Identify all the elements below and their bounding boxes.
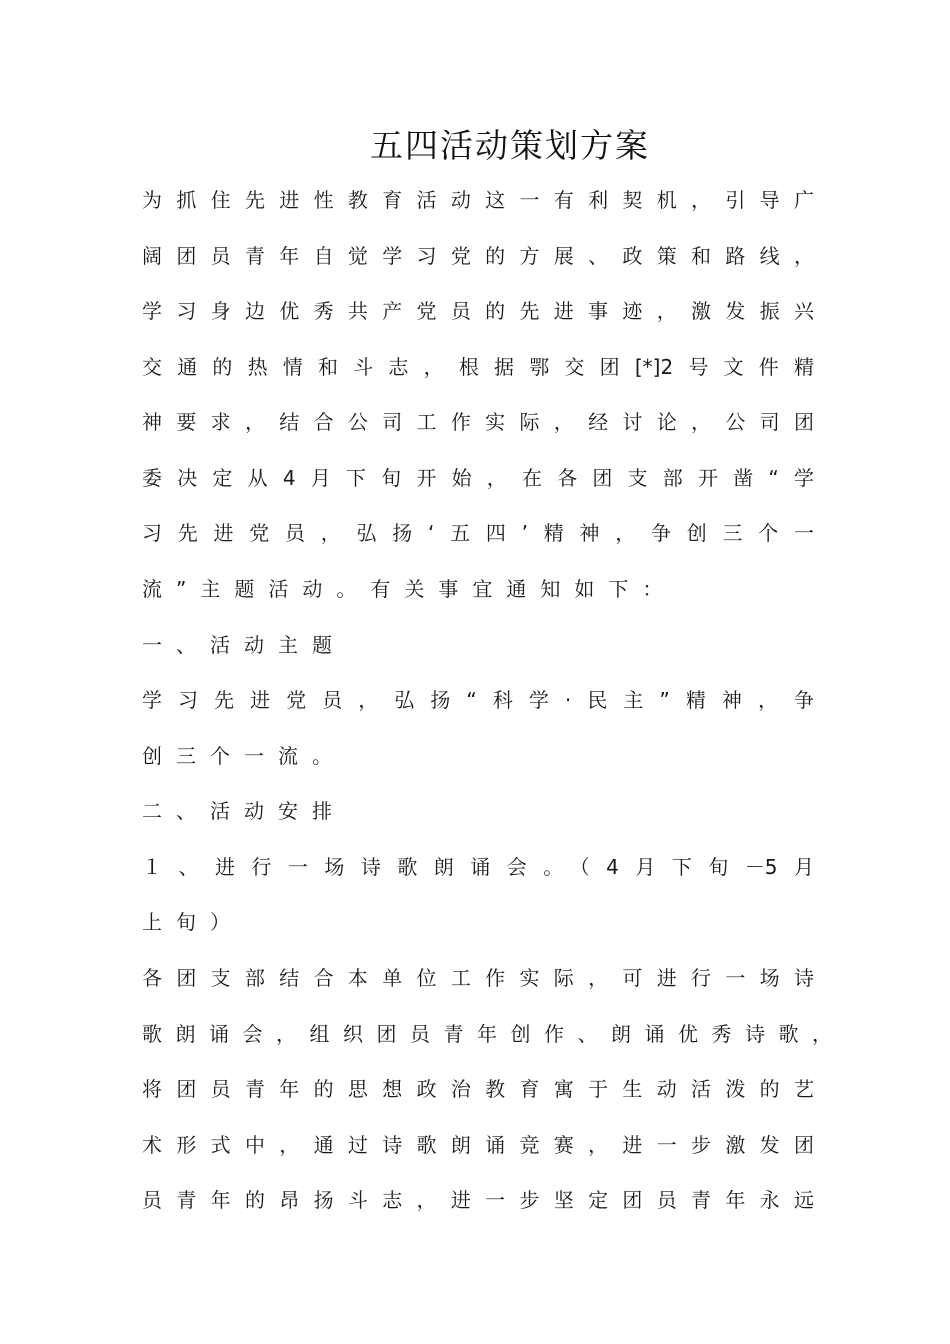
body-line-15: 员青年的昂扬斗志，进一步坚定团员青年永远	[142, 1188, 814, 1212]
list-item-1-continued: 上旬）	[142, 910, 244, 934]
section-heading-1: 一、活动主题	[142, 633, 346, 657]
body-line-8: 流”主题活动。有关事宜通知如下：	[142, 577, 677, 601]
body-line-6: 委决定从4月下旬开始，在各团支部开凿“学	[142, 466, 814, 490]
body-line-10: 创三个一流。	[142, 744, 346, 768]
list-item-1: １、进行一场诗歌朗诵会。（4月下旬－5月	[142, 855, 814, 879]
body-line-7: 习先进党员，弘扬‘五四’精神，争创三个一	[142, 521, 814, 545]
body-line-9: 学习先进党员，弘扬“科学·民主”精神，争	[142, 688, 814, 712]
body-line-3: 学习身边优秀共产党员的先进事迹，激发振兴	[142, 299, 814, 323]
body-line-13: 将团员青年的思想政治教育寓于生动活泼的艺	[142, 1077, 814, 1101]
document-title: 五四活动策划方案	[370, 126, 650, 165]
body-line-2: 阔团员青年自觉学习党的方展、政策和路线，	[142, 244, 814, 268]
body-line-14: 术形式中，通过诗歌朗诵竞赛，进一步激发团	[142, 1133, 814, 1157]
body-line-5: 神要求，结合公司工作实际，经讨论，公司团	[142, 410, 814, 434]
section-heading-2: 二、活动安排	[142, 799, 346, 823]
body-line-4: 交通的热情和斗志，根据鄂交团[*]2号文件精	[142, 355, 814, 379]
body-line-1: 为抓住先进性教育活动这一有利契机，引导广	[142, 188, 814, 212]
body-line-11: 各团支部结合本单位工作实际，可进行一场诗	[142, 966, 814, 990]
body-line-12: 歌朗诵会，组织团员青年创作、朗诵优秀诗歌，	[142, 1022, 832, 1046]
